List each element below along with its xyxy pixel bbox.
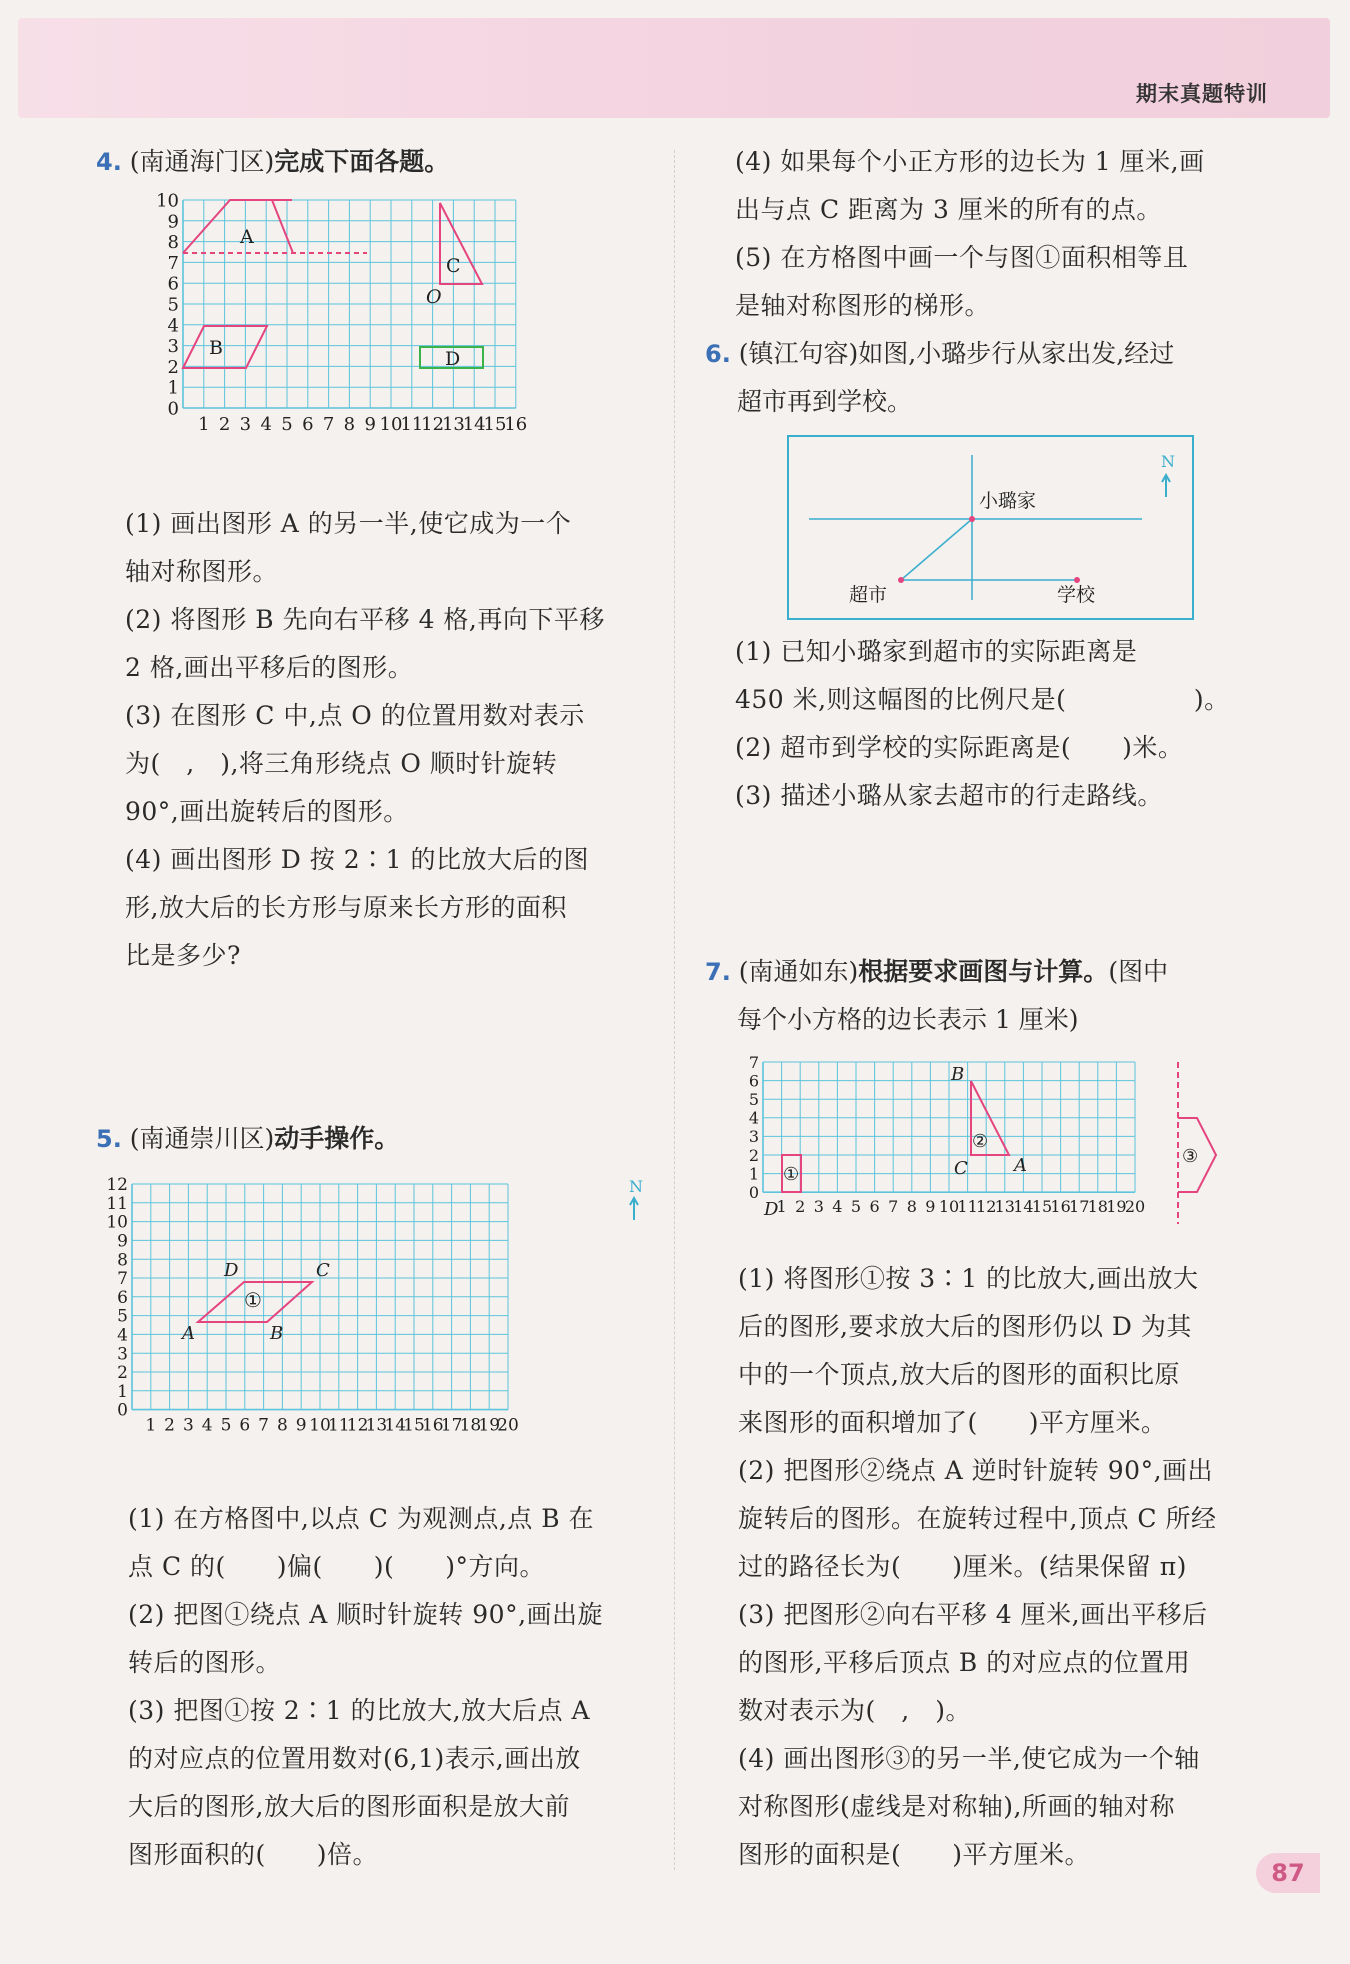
q7-line: (2) 把图形②绕点 A 逆时针旋转 90°,画出 <box>738 1456 1214 1485</box>
q6-title-line: 如图,小璐步行从家出发,经过 <box>858 339 1175 368</box>
y-tick-label: 0 <box>167 398 179 420</box>
y-tick-label: 6 <box>117 1287 128 1308</box>
q6-line: 450 米,则这幅图的比例尺是( )。 <box>735 685 1230 714</box>
y-tick-label: 5 <box>117 1306 128 1327</box>
x-tick-label: 15 <box>1031 1197 1053 1217</box>
q4-label-b: B <box>209 337 223 359</box>
x-tick-label: 5 <box>220 1415 232 1436</box>
x-tick-label: 11 <box>957 1197 978 1217</box>
q4-line: 为( , ),将三角形绕点 O 顺时针旋转 <box>125 749 558 778</box>
q4-line: (4) 画出图形 D 按 2∶1 的比放大后的图 <box>125 845 590 874</box>
q6-text <box>735 628 1230 820</box>
y-tick-label: 1 <box>748 1164 759 1184</box>
q7-label-b: B <box>951 1064 965 1085</box>
q5-line: (1) 在方格图中,以点 C 为观测点,点 B 在 <box>128 1504 595 1533</box>
q5-line: 点 C 的( )偏( )( )°方向。 <box>128 1552 546 1581</box>
q5-line: 图形面积的( )倍。 <box>128 1840 379 1869</box>
q6-heading <box>705 330 1174 378</box>
x-tick-label: 15 <box>483 414 507 435</box>
question-6 <box>705 330 1174 426</box>
q7-line: 对称图形(虚线是对称轴),所画的轴对称 <box>738 1792 1175 1821</box>
header-band <box>18 18 1330 118</box>
q4-text <box>125 500 605 980</box>
q4-axis-labels <box>156 190 527 435</box>
x-tick-label: 17 <box>1069 1197 1090 1217</box>
q5-line: (3) 把图①按 2∶1 的比放大,放大后点 A <box>128 1696 591 1725</box>
y-tick-label: 8 <box>167 232 179 254</box>
x-tick-label: 6 <box>239 1415 251 1436</box>
q7-label-s2: ② <box>972 1131 989 1152</box>
x-tick-label: 4 <box>260 414 272 435</box>
q6-school-point <box>1074 577 1080 583</box>
q6-map <box>787 435 1195 621</box>
q5-grid-figure <box>106 1172 665 1492</box>
x-tick-label: 12 <box>976 1197 997 1217</box>
q7-line: 来图形的面积增加了( )平方厘米。 <box>738 1408 1167 1437</box>
q4-grid-figure <box>150 190 620 495</box>
x-tick-label: 3 <box>813 1197 824 1217</box>
q5-line: (2) 把图①绕点 A 顺时针旋转 90°,画出旋 <box>128 1600 604 1629</box>
x-tick-label: 18 <box>459 1415 482 1436</box>
x-tick-label: 8 <box>276 1415 288 1436</box>
q5-axis-labels <box>106 1175 518 1435</box>
q4cont-line: (4) 如果每个小正方形的边长为 1 厘米,画 <box>735 147 1205 176</box>
q5-label-b: B <box>270 1323 284 1344</box>
q5-line: 转后的图形。 <box>128 1648 282 1677</box>
q4cont-line: 是轴对称图形的梯形。 <box>735 291 991 320</box>
x-tick-label: 7 <box>322 414 335 435</box>
x-tick-label: 5 <box>281 414 293 435</box>
x-tick-label: 20 <box>1124 1197 1146 1217</box>
y-tick-label: 3 <box>167 336 179 358</box>
x-tick-label: 18 <box>1087 1197 1108 1217</box>
x-tick-label: 19 <box>478 1415 501 1436</box>
q5-text <box>128 1495 603 1879</box>
q7-line: 数对表示为( , )。 <box>738 1696 971 1725</box>
x-tick-label: 3 <box>182 1415 194 1436</box>
q6-title-line-2: 超市再到学校。 <box>737 387 913 416</box>
q7-title: 根据要求画图与计算。 <box>858 957 1109 986</box>
q6-home-label: 小璐家 <box>979 490 1037 512</box>
q7-title-tail: (图中 <box>1108 957 1169 986</box>
x-tick-label: 7 <box>888 1197 899 1217</box>
q7-line: 过的路径长为( )厘米。(结果保留 π) <box>738 1552 1187 1581</box>
q7-label-s1: ① <box>783 1164 800 1185</box>
x-tick-label: 3 <box>239 414 252 435</box>
q6-line: (3) 描述小璐从家去超市的行走路线。 <box>735 781 1163 810</box>
question-5 <box>96 1115 399 1163</box>
q7-source: (南通如东) <box>738 957 859 986</box>
q5-number: 5. <box>96 1125 122 1153</box>
x-tick-label: 4 <box>201 1415 213 1436</box>
q7-heading <box>705 948 1168 996</box>
q4-title: 完成下面各题。 <box>274 147 450 176</box>
x-tick-label: 13 <box>365 1415 388 1436</box>
q7-text <box>738 1255 1216 1879</box>
q7-subtitle: 每个小方格的边长表示 1 厘米) <box>737 1005 1079 1034</box>
x-tick-label: 1 <box>145 1415 157 1436</box>
q5-label-d: D <box>224 1260 239 1281</box>
q4-line: 轴对称图形。 <box>125 557 279 586</box>
q5-north-label: N <box>629 1177 643 1196</box>
q4cont-line: 出与点 C 距离为 3 厘米的所有的点。 <box>735 195 1162 224</box>
x-tick-label: 1 <box>776 1197 787 1217</box>
q5-grid <box>132 1184 508 1410</box>
q4-label-d: D <box>445 348 461 370</box>
header-title: 期末真题特训 <box>1136 82 1268 106</box>
q6-market-point <box>898 577 904 583</box>
x-tick-label: 14 <box>1013 1197 1034 1217</box>
q7-label-c: C <box>954 1158 968 1179</box>
y-tick-label: 0 <box>748 1182 759 1202</box>
page-number: 87 <box>1256 1853 1320 1893</box>
x-tick-label: 6 <box>869 1197 880 1217</box>
q4-number: 4. <box>96 148 122 176</box>
q4-line: (2) 将图形 B 先向右平移 4 格,再向下平移 <box>125 605 605 634</box>
x-tick-label: 2 <box>795 1197 806 1217</box>
x-tick-label: 9 <box>925 1197 936 1217</box>
q4-line: 2 格,画出平移后的图形。 <box>125 653 414 682</box>
q5-label-shape: ① <box>244 1288 262 1312</box>
x-tick-label: 8 <box>906 1197 917 1217</box>
x-tick-label: 4 <box>832 1197 843 1217</box>
x-tick-label: 14 <box>384 1415 407 1436</box>
y-tick-label: 2 <box>167 356 179 378</box>
y-tick-label: 7 <box>748 1052 759 1072</box>
q7-number: 7. <box>705 958 731 986</box>
q5-line: 大后的图形,放大后的图形面积是放大前 <box>128 1792 570 1821</box>
question-4 <box>96 138 449 186</box>
q7-line: (3) 把图形②向右平移 4 厘米,画出平移后 <box>738 1600 1208 1629</box>
x-tick-label: 20 <box>497 1415 519 1436</box>
y-tick-label: 4 <box>117 1325 128 1346</box>
x-tick-label: 6 <box>302 414 314 435</box>
x-tick-label: 10 <box>309 1415 331 1436</box>
x-tick-label: 14 <box>462 414 486 435</box>
q5-source: (南通崇川区) <box>129 1124 275 1153</box>
x-tick-label: 2 <box>218 414 231 435</box>
question-7 <box>705 948 1168 1044</box>
q6-number: 6. <box>705 340 731 368</box>
q7-grid-figure <box>736 1048 1236 1248</box>
y-tick-label: 4 <box>748 1108 759 1128</box>
q5-line: 的对应点的位置用数对(6,1)表示,画出放 <box>128 1744 581 1773</box>
x-tick-label: 17 <box>440 1415 463 1436</box>
y-tick-label: 6 <box>748 1071 759 1091</box>
x-tick-label: 10 <box>379 414 403 435</box>
x-tick-label: 12 <box>421 414 445 435</box>
y-tick-label: 10 <box>106 1212 128 1233</box>
q6-market-label: 超市 <box>849 584 888 606</box>
q4cont-line: (5) 在方格图中画一个与图①面积相等且 <box>735 243 1189 272</box>
x-tick-label: 16 <box>1050 1197 1071 1217</box>
q5-heading <box>96 1115 399 1163</box>
q5-title: 动手操作。 <box>274 1124 400 1153</box>
column-divider <box>674 150 675 1870</box>
q6-home-point <box>969 516 975 522</box>
q7-line: (1) 将图形①按 3∶1 的比放大,画出放大 <box>738 1264 1199 1293</box>
q6-source: (镇江句容) <box>738 339 859 368</box>
y-tick-label: 7 <box>167 252 179 274</box>
q4-line: 90°,画出旋转后的图形。 <box>125 797 409 826</box>
q7-line: (4) 画出图形③的另一半,使它成为一个轴 <box>738 1744 1200 1773</box>
x-tick-label: 13 <box>994 1197 1015 1217</box>
q4-label-a: A <box>240 226 254 248</box>
q7-line: 的图形,平移后顶点 B 的对应点的位置用 <box>738 1648 1191 1677</box>
y-tick-label: 3 <box>117 1344 128 1365</box>
x-tick-label: 15 <box>403 1415 425 1436</box>
q7-line: 中的一个顶点,放大后的图形的面积比原 <box>738 1360 1180 1389</box>
x-tick-label: 16 <box>504 414 528 435</box>
q4-grid <box>183 200 516 408</box>
y-tick-label: 11 <box>106 1193 128 1214</box>
q5-label-a: A <box>182 1323 195 1344</box>
y-tick-label: 10 <box>156 190 179 212</box>
q6-north-label: N <box>1161 452 1175 471</box>
y-tick-label: 2 <box>748 1145 759 1165</box>
x-tick-label: 11 <box>400 414 424 435</box>
q7-line: 旋转后的图形。在旋转过程中,顶点 C 所经 <box>738 1504 1217 1533</box>
q4-line: (1) 画出图形 A 的另一半,使它成为一个 <box>125 509 572 538</box>
x-tick-label: 11 <box>327 1415 350 1436</box>
y-tick-label: 9 <box>167 211 179 233</box>
q6-path-home-market <box>901 519 972 580</box>
y-tick-label: 3 <box>748 1127 759 1147</box>
y-tick-label: 6 <box>167 273 179 295</box>
q6-line: (1) 已知小璐家到超市的实际距离是 <box>735 637 1138 666</box>
y-tick-label: 12 <box>106 1175 128 1196</box>
x-tick-label: 10 <box>938 1197 960 1217</box>
q7-label-s3: ③ <box>1182 1146 1199 1167</box>
q4-line: 比是多少? <box>125 941 241 970</box>
q7-grid <box>763 1062 1135 1192</box>
y-tick-label: 7 <box>117 1269 128 1290</box>
q7-line: 后的图形,要求放大后的图形仍以 D 为其 <box>738 1312 1192 1341</box>
y-tick-label: 1 <box>117 1381 128 1402</box>
x-tick-label: 5 <box>850 1197 862 1217</box>
q4-source: (南通海门区) <box>129 147 275 176</box>
x-tick-label: 8 <box>343 414 356 435</box>
q7-label-d: D <box>764 1199 779 1220</box>
q5-label-c: C <box>316 1260 330 1281</box>
q4-label-c: C <box>446 255 461 277</box>
q4-label-o: O <box>426 286 442 308</box>
q6-line: (2) 超市到学校的实际距离是( )米。 <box>735 733 1184 762</box>
q7-line: 图形的面积是( )平方厘米。 <box>738 1840 1091 1869</box>
q4-heading <box>96 138 449 186</box>
x-tick-label: 7 <box>258 1415 270 1436</box>
y-tick-label: 2 <box>117 1363 128 1384</box>
y-tick-label: 5 <box>167 294 179 316</box>
q4-continued <box>735 138 1205 330</box>
x-tick-label: 13 <box>441 414 465 435</box>
x-tick-label: 16 <box>421 1415 444 1436</box>
x-tick-label: 2 <box>164 1415 176 1436</box>
y-tick-label: 0 <box>117 1400 128 1421</box>
x-tick-label: 9 <box>295 1415 307 1436</box>
q6-school-label: 学校 <box>1057 584 1096 606</box>
y-tick-label: 4 <box>167 315 179 337</box>
x-tick-label: 9 <box>364 414 376 435</box>
x-tick-label: 12 <box>346 1415 369 1436</box>
y-tick-label: 1 <box>167 377 179 399</box>
y-tick-label: 8 <box>117 1250 128 1271</box>
q7-label-a: A <box>1014 1155 1027 1176</box>
y-tick-label: 5 <box>748 1089 759 1109</box>
x-tick-label: 1 <box>198 414 210 435</box>
q4-line: (3) 在图形 C 中,点 O 的位置用数对表示 <box>125 701 585 730</box>
x-tick-label: 19 <box>1106 1197 1127 1217</box>
y-tick-label: 9 <box>117 1231 128 1252</box>
q4-line: 形,放大后的长方形与原来长方形的面积 <box>125 893 567 922</box>
